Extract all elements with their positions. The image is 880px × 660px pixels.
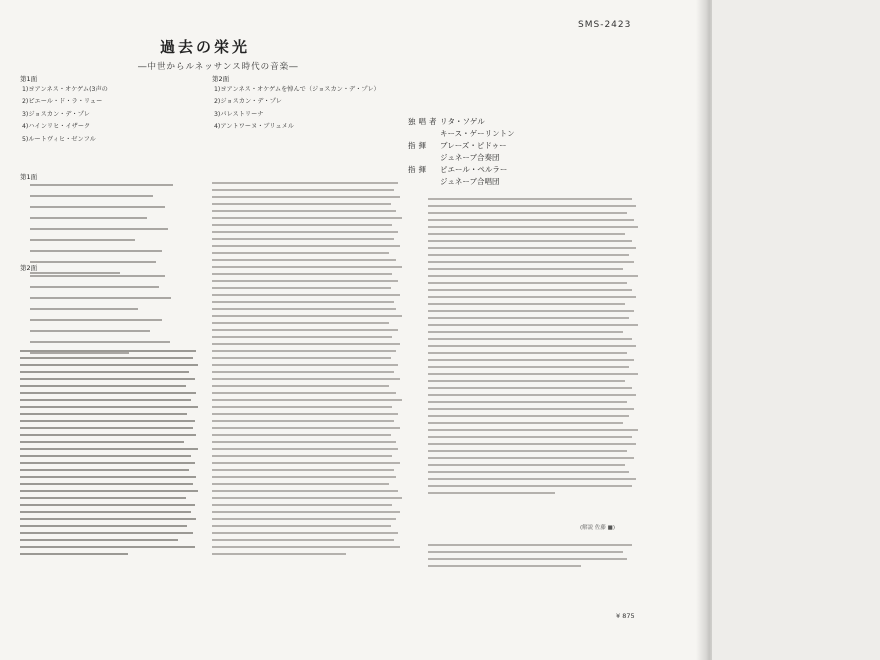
credit-row — [408, 128, 528, 140]
price-label: ¥ 875 — [616, 612, 635, 620]
credit-name: ジュネーブ合唱団 — [440, 177, 500, 186]
credit-role — [408, 128, 440, 140]
side2-track-4: 4)アントワーヌ・ブリュメル — [214, 123, 294, 131]
page-edge — [712, 0, 880, 660]
credit-role: 指揮 — [408, 165, 429, 174]
performer-credits — [408, 116, 528, 188]
album-subtitle: ―中世からルネッサンス時代の音楽― — [138, 62, 299, 72]
credit-row — [408, 116, 528, 128]
side2-heading: 第2面 — [212, 75, 230, 83]
credit-row — [408, 140, 528, 152]
credit-name: ブレーズ・ピドゥー — [440, 141, 507, 150]
album-title: 過去の栄光 — [160, 38, 251, 56]
credit-role: 独唱者 — [408, 117, 440, 126]
side1-track-1: 1)ヨアンネス・オケゲム(3声の — [22, 86, 108, 93]
credit-role: 指揮 — [408, 141, 429, 150]
side2-track-list — [214, 84, 392, 134]
notes-column-3 — [428, 198, 640, 499]
list-side1-heading: 第1面 — [20, 173, 38, 181]
list-side2-heading: 第2面 — [20, 264, 38, 272]
side1-track-5: 5)ルートヴィヒ・ゼンフル — [22, 135, 96, 143]
catalog-number: SMS-2423 — [578, 20, 632, 30]
side2-track-3: 3)パレストリーナ — [214, 110, 264, 118]
credit-name: ジュネーブ合奏団 — [440, 153, 500, 162]
credit-name: キース・ゲーリントン — [440, 129, 515, 138]
credit-row — [408, 176, 528, 188]
footnote-block — [428, 544, 640, 572]
side1-track-list — [22, 84, 198, 146]
side2-track-1: 1)ヨアンネス・オケゲムを悼んで（ジョスカン・デ・プレ） — [214, 86, 380, 93]
list-side1-lines — [30, 184, 180, 283]
credit-name: リタ・ソゲル — [440, 117, 485, 126]
side1-heading: 第1面 — [20, 75, 38, 83]
notes-column-1 — [20, 350, 200, 560]
side1-track-3: 3)ジョスカン・デ・プレ — [22, 110, 90, 118]
side2-track-2: 2)ジョスカン・デ・プレ — [214, 98, 282, 106]
credit-name: ピエール・ペルラー — [440, 165, 508, 174]
side1-track-2: 2)ピエール・ド・ラ・リュー — [22, 98, 103, 106]
side1-track-4: 4)ハインリヒ・イザーク — [22, 123, 91, 131]
notes-signoff: (解説 佐藤 ■) — [580, 525, 615, 531]
credit-row — [408, 152, 528, 164]
notes-column-2 — [212, 182, 404, 560]
credit-role — [408, 176, 440, 188]
credit-row — [408, 164, 528, 176]
credit-role — [408, 152, 440, 164]
